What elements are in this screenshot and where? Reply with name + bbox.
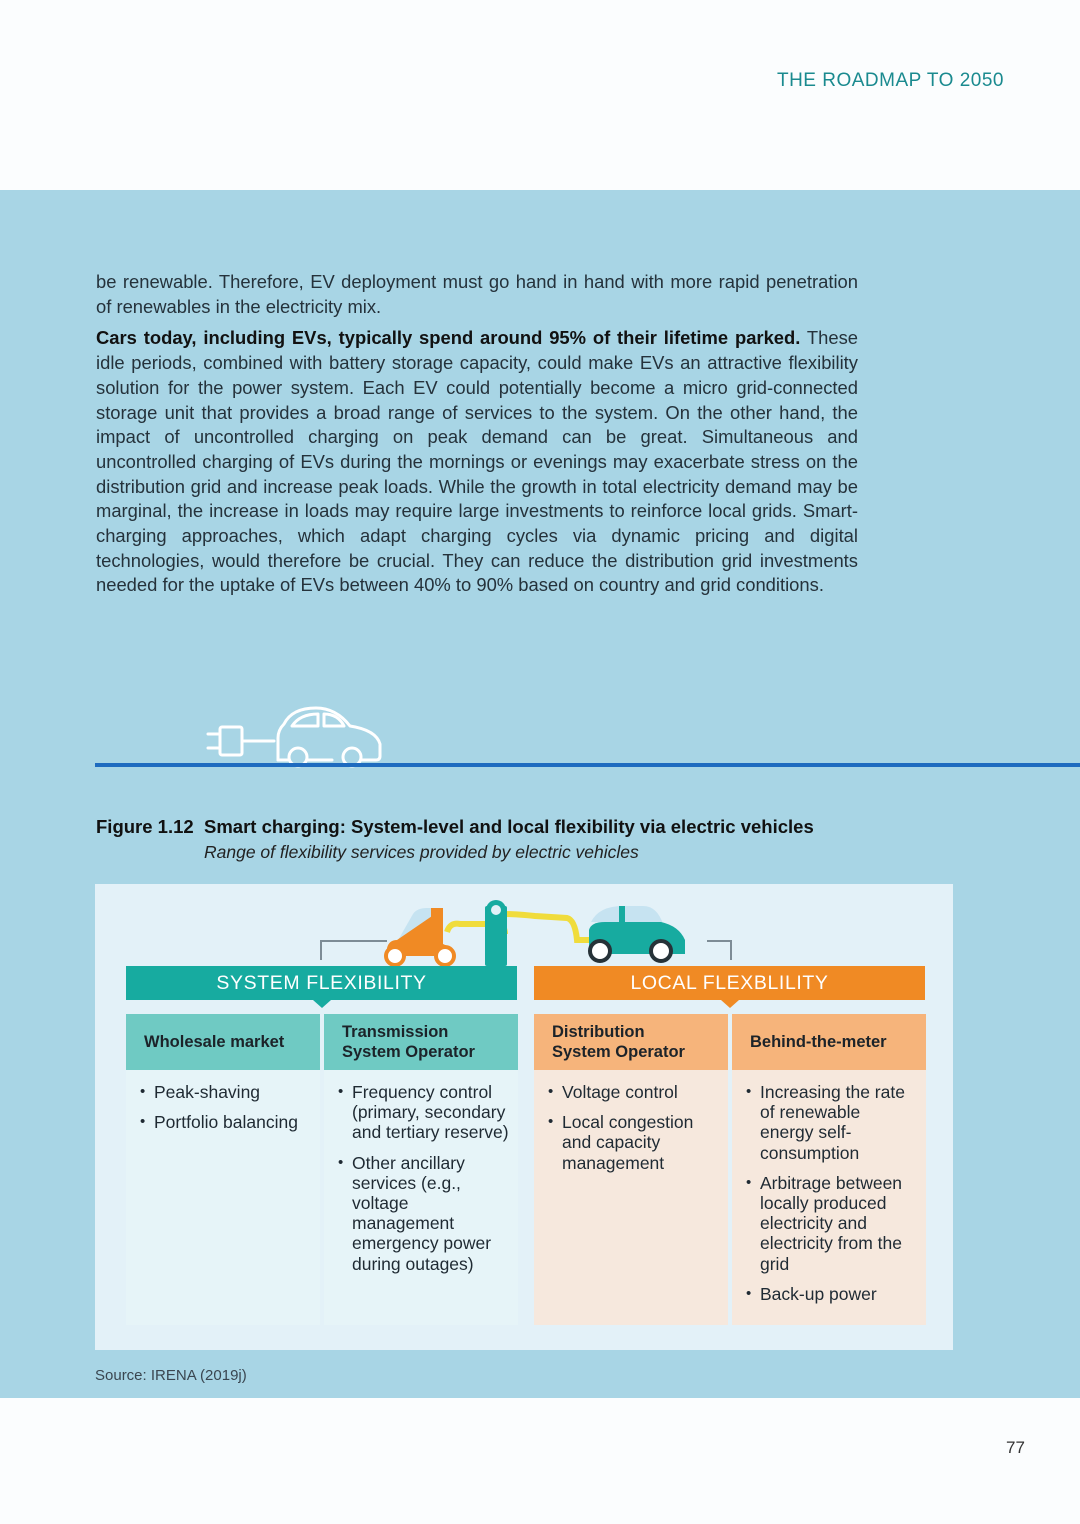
column-heading: Wholesale market (126, 1014, 320, 1070)
system-flexibility-banner: SYSTEM FLEXIBILITY (126, 966, 517, 1000)
list-item: • Increasing the rate of renewable energy self-consumption (746, 1082, 918, 1163)
list-item: • Peak-shaving (140, 1082, 312, 1102)
column-behind-the-meter (732, 1014, 926, 1325)
list-item: • Voltage control (548, 1082, 720, 1102)
list-item: • Other ancillary services (e.g., voltage management emergency power during outages) (338, 1153, 510, 1274)
charging-illustration (95, 884, 953, 974)
column-heading: Behind-the-meter (732, 1014, 926, 1070)
column-heading: Distribution System Operator (534, 1014, 728, 1070)
column-body (126, 1070, 320, 1325)
list-item: • Portfolio balancing (140, 1112, 312, 1132)
figure-title: Smart charging: System-level and local flexibility via electric vehicles (204, 816, 814, 837)
paragraph-1: be renewable. Therefore, EV deployment must go hand in hand with more rapid penetration of renewables in the electricity mix. (96, 271, 858, 317)
page-number: 77 (1006, 1438, 1025, 1457)
section-rule (95, 763, 1080, 767)
column-heading: Transmission System Operator (324, 1014, 518, 1070)
column-body (732, 1070, 926, 1325)
body-text (96, 270, 858, 605)
column-body (534, 1070, 728, 1325)
list-item: • Back-up power (746, 1284, 918, 1304)
column-distribution-system-operator (534, 1014, 728, 1325)
paragraph-2 (96, 326, 858, 598)
paragraph-2-rest: These idle periods, combined with battery storage capacity, could make EVs an attractive flexibility solution for the power system. Each EV could potentially become a micro grid-connected storage unit that provides a broad range of services to the system. On the other hand, the impact of uncontrolled charging on peak demand can be great. Simultaneous and uncontrolled charging of EVs during the mornings or evenings may exacerbate stress on the distribution grid and increase peak loads. While the growth in total electricity demand may be marginal, the increase in loads may require large investments to reinforce local grids. Smart-charging approaches, which adapt charging cycles via dynamic pricing and digital technologies, would therefore be crucial. They can reduce the distribution grid investments needed for the uptake of EVs between 40% to 90% based on country and grid conditions. (96, 327, 859, 596)
figure-subtitle: Range of flexibility services provided by electric vehicles (204, 842, 639, 862)
figure-panel (95, 884, 953, 1350)
list-item: • Arbitrage between locally produced electricity and electricity from the grid (746, 1173, 918, 1274)
local-flexibility-banner: LOCAL FLEXBLILITY (534, 966, 925, 1000)
source-note: Source: IRENA (2019j) (95, 1367, 247, 1384)
paragraph-2-lead: Cars today, including EVs, typically spend around 95% of their lifetime parked. (96, 327, 801, 349)
running-header: THE ROADMAP TO 2050 (776, 70, 1004, 91)
figure-number: Figure 1.12 (96, 816, 194, 837)
column-transmission-system-operator (324, 1014, 518, 1325)
list-item: • Frequency control (primary, secondary and tertiary reserve) (338, 1082, 510, 1143)
column-wholesale-market (126, 1014, 320, 1325)
column-body (324, 1070, 518, 1325)
ev-plug-car-icon (200, 700, 390, 770)
list-item: • Local congestion and capacity management (548, 1112, 720, 1173)
